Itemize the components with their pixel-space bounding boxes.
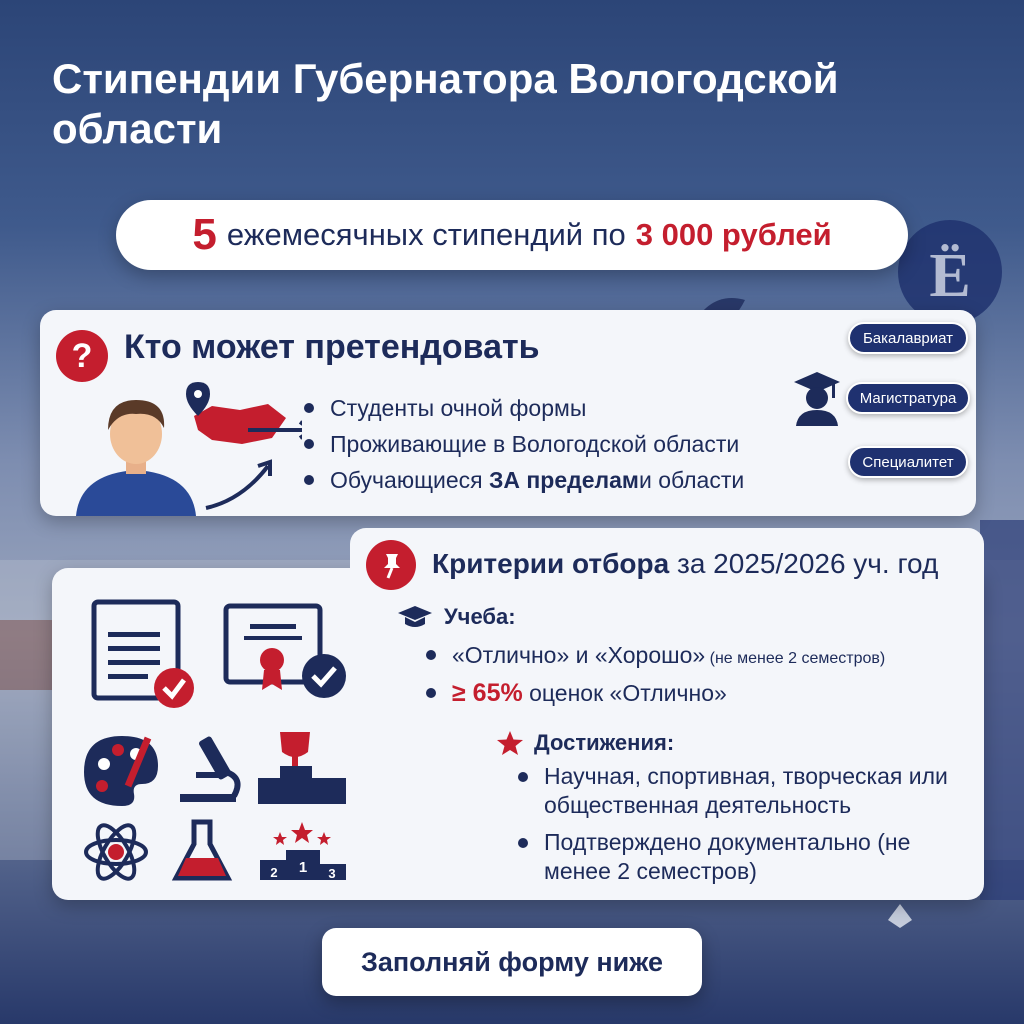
stipend-count: 5: [192, 210, 217, 259]
study-list: [424, 636, 885, 712]
map-region-icon: [186, 382, 286, 444]
question-icon: ?: [56, 330, 108, 382]
podium-number-2: 2: [270, 865, 278, 880]
list-item: Научная, спортивная, творческая или общественная деятельность: [516, 762, 966, 820]
stipend-amount: 3 000 рублей: [635, 217, 832, 252]
item-text: Обучающиеся: [330, 467, 489, 493]
podium-number-1: 1: [298, 859, 308, 876]
document-check-icon: [94, 602, 194, 708]
item-text: оценок «Отлично»: [522, 680, 727, 706]
item-percent: ≥ 65%: [452, 679, 523, 707]
degree-badge-specialist: Специалитет: [848, 446, 968, 478]
page-title: Стипендии Губернатора Вологодской области: [52, 55, 839, 152]
degree-badge-master: Магистратура: [846, 382, 970, 414]
criteria-heading-bold: Критерии отбора: [432, 548, 670, 579]
achievements-list: [516, 762, 966, 894]
atom-icon: [86, 820, 146, 884]
list-item: [302, 426, 744, 462]
svg-text:Ё: Ё: [929, 242, 971, 310]
stipend-banner: [116, 200, 908, 270]
star-icon: [496, 730, 524, 756]
certificate-icon: [226, 606, 346, 698]
item-note: (не менее 2 семестров): [705, 650, 886, 667]
microscope-icon: [180, 735, 238, 802]
graduate-icon: [792, 370, 842, 426]
fill-form-button[interactable]: Заполняй форму ниже: [322, 928, 702, 996]
achievements-label: Достижения:: [534, 730, 675, 755]
criteria-heading-rest: за 2025/2026 уч. год: [669, 548, 939, 579]
study-label: Учеба:: [444, 604, 516, 629]
eligibility-heading: Кто может претендовать: [124, 328, 540, 366]
achievements-heading: [496, 730, 674, 756]
flask-icon: [176, 822, 228, 878]
study-heading: [396, 604, 516, 630]
criteria-illustrations: [84, 596, 354, 896]
stipend-text: ежемесячных стипендий по: [226, 217, 626, 252]
list-item: [424, 636, 885, 674]
list-item: [302, 462, 744, 498]
eligibility-list: [302, 390, 744, 498]
list-item: [424, 674, 885, 712]
user-avatar-icon: [76, 400, 196, 516]
stars-podium-icon: [260, 822, 346, 881]
item-text: Студенты очной формы: [330, 395, 587, 421]
item-emphasis: ЗА пределам: [489, 467, 639, 493]
student-map-illustration: [72, 382, 302, 516]
item-text: Проживающие в Вологодской области: [330, 431, 740, 457]
list-item: [302, 390, 744, 426]
pin-icon: [366, 540, 416, 590]
item-text: и области: [638, 467, 745, 493]
trophy-podium-icon: [258, 732, 346, 804]
list-item: Подтверждено документально (не менее 2 семестров): [516, 828, 966, 886]
podium-number-3: 3: [328, 866, 336, 881]
item-text: «Отлично» и «Хорошо»: [452, 642, 706, 668]
criteria-heading: [432, 548, 938, 580]
graduation-cap-icon: [396, 604, 434, 630]
palette-icon: [84, 736, 158, 806]
degree-badge-bachelor: Бакалавриат: [848, 322, 968, 354]
